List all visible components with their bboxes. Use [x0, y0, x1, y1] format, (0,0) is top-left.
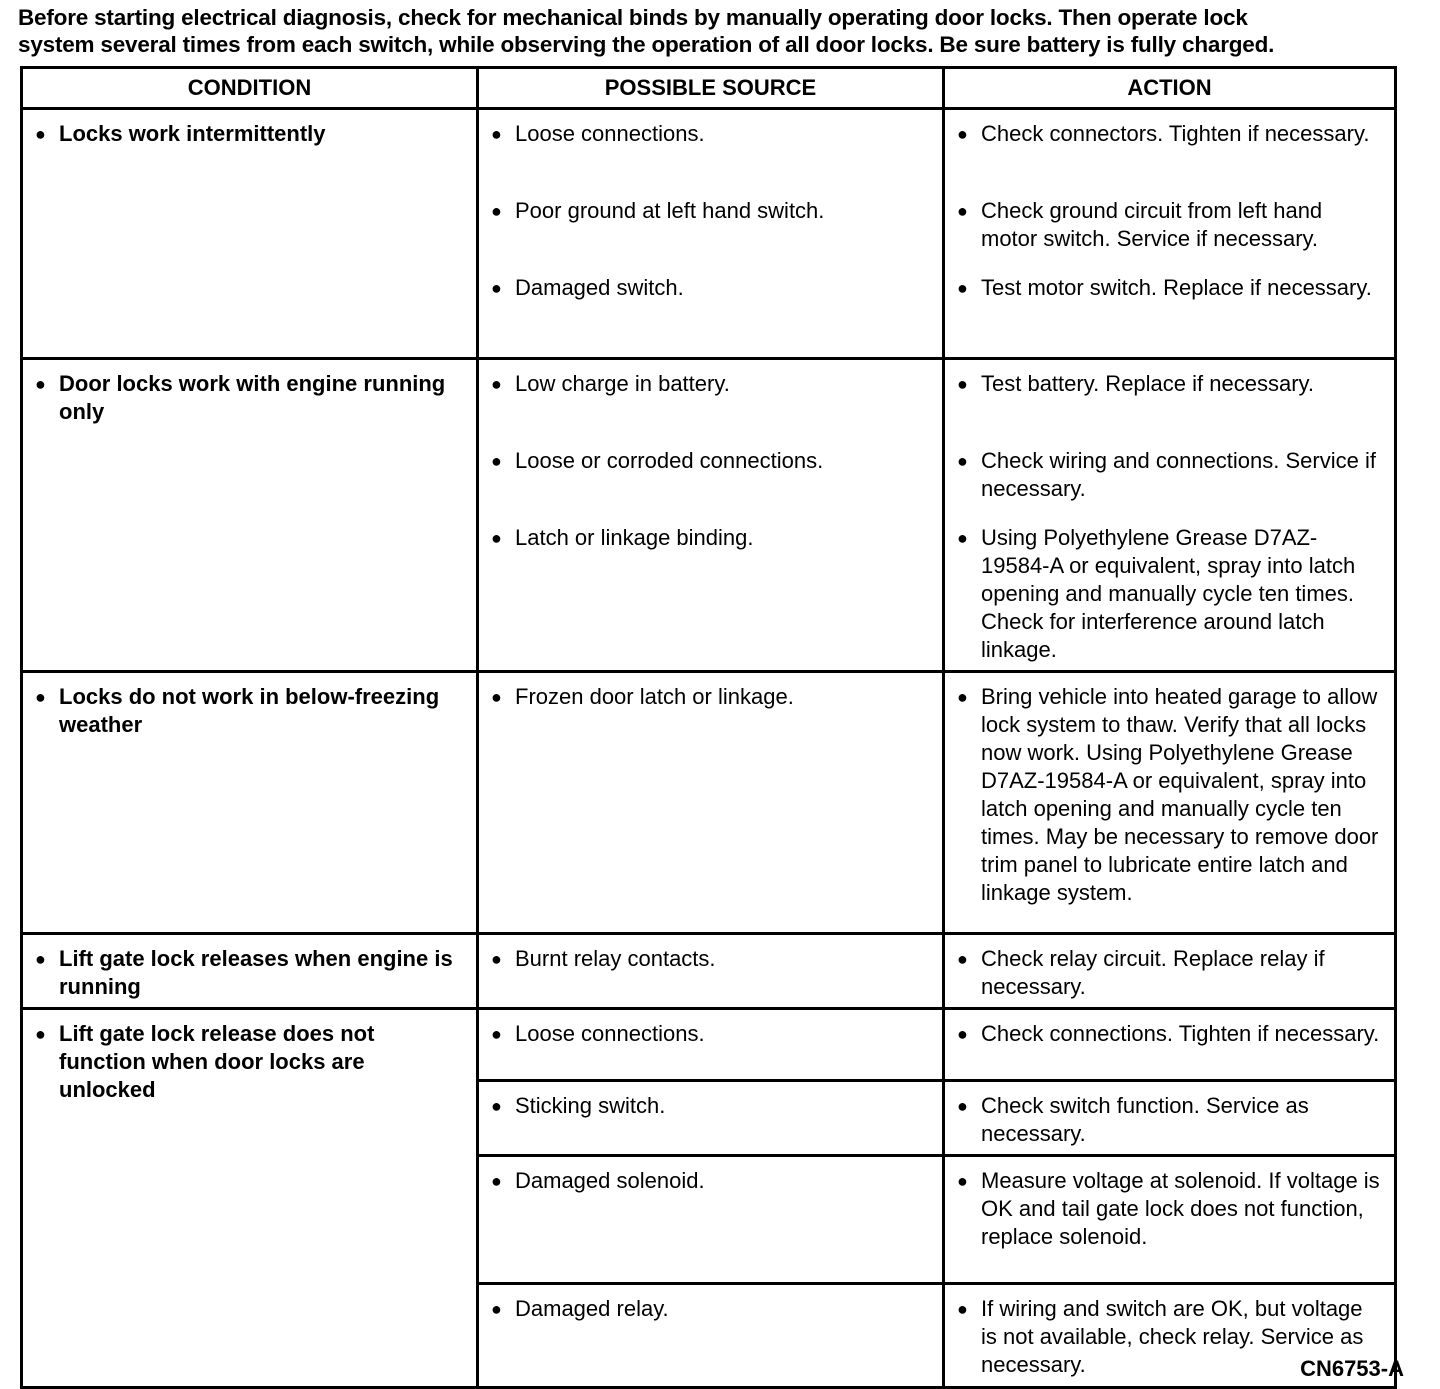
source-cell	[478, 1081, 944, 1156]
bullet-icon: ●	[491, 1171, 502, 1191]
bullet-icon: ●	[491, 1096, 502, 1116]
action-cell	[944, 1156, 1396, 1284]
table-row	[22, 672, 1396, 934]
intro-line-2: system several times from each switch, while observing the operation of all door locks. Be sure battery is fully charged.	[18, 32, 1275, 57]
source-cell	[478, 359, 944, 672]
action-cell	[944, 109, 1396, 359]
action-text: If wiring and switch are OK, but voltage is not available, check relay. Service as necessary.	[981, 1296, 1364, 1377]
action-text: Measure voltage at solenoid. If voltage is OK and tail gate lock does not function, replace solenoid.	[981, 1168, 1380, 1249]
table-row	[22, 1009, 1396, 1081]
bullet-icon: ●	[491, 1299, 502, 1319]
bullet-icon: ●	[957, 201, 968, 221]
action-cell	[944, 672, 1396, 934]
bullet-icon: ●	[957, 374, 968, 394]
bullet-icon: ●	[491, 949, 502, 969]
condition-text: Lift gate lock releases when engine is running	[59, 946, 453, 999]
header-possible-source: POSSIBLE SOURCE	[478, 68, 944, 109]
action-text: Check wiring and connections. Service if necessary.	[981, 448, 1376, 501]
action-text: Using Polyethylene Grease D7AZ-19584-A or equivalent, spray into latch opening and manually cycle ten times. Check for interference around latch linkage.	[981, 525, 1356, 662]
source-cell	[478, 934, 944, 1009]
table-header-row	[22, 68, 1396, 109]
action-text: Check switch function. Service as necessary.	[981, 1093, 1309, 1146]
bullet-icon: ●	[957, 451, 968, 471]
bullet-icon: ●	[957, 124, 968, 144]
bullet-icon: ●	[35, 124, 46, 144]
source-text: Loose or corroded connections.	[515, 448, 824, 473]
bullet-icon: ●	[491, 528, 502, 548]
table-row	[22, 109, 1396, 359]
bullet-icon: ●	[491, 124, 502, 144]
bullet-icon: ●	[491, 201, 502, 221]
source-text: Latch or linkage binding.	[515, 525, 754, 550]
action-text: Check ground circuit from left hand motor switch. Service if necessary.	[981, 198, 1323, 251]
bullet-icon: ●	[35, 374, 46, 394]
condition-cell	[22, 934, 478, 1009]
source-cell	[478, 672, 944, 934]
bullet-icon: ●	[957, 1024, 968, 1044]
action-text: Bring vehicle into heated garage to allow lock system to thaw. Verify that all locks now work. Using Polyethylene Grease D7AZ-19584-A or equivalent, spray into latch opening and manually cycle ten times. May be necessary to remove door trim panel to lubricate entire latch and linkage system.	[981, 684, 1379, 905]
source-cell	[478, 1009, 944, 1081]
source-cell	[478, 1284, 944, 1388]
header-action: ACTION	[944, 68, 1396, 109]
table-row	[22, 934, 1396, 1009]
bullet-icon: ●	[491, 687, 502, 707]
condition-text: Lift gate lock release does not function when door locks are unlocked	[59, 1021, 375, 1102]
condition-cell	[22, 359, 478, 672]
bullet-icon: ●	[491, 1024, 502, 1044]
action-text: Check connectors. Tighten if necessary.	[981, 121, 1370, 146]
bullet-icon: ●	[491, 278, 502, 298]
header-condition: CONDITION	[22, 68, 478, 109]
condition-cell	[22, 672, 478, 934]
source-cell	[478, 109, 944, 359]
diagnosis-table	[20, 66, 1397, 1389]
condition-cell	[22, 1009, 478, 1388]
condition-text: Locks do not work in below-freezing weather	[59, 684, 440, 737]
bullet-icon: ●	[957, 278, 968, 298]
source-text: Low charge in battery.	[515, 371, 730, 396]
figure-id: CN6753-A	[1300, 1356, 1404, 1381]
bullet-icon: ●	[957, 1171, 968, 1191]
condition-text: Door locks work with engine running only	[59, 371, 446, 424]
source-text: Poor ground at left hand switch.	[515, 198, 825, 223]
source-text: Damaged solenoid.	[515, 1168, 705, 1193]
bullet-icon: ●	[491, 451, 502, 471]
bullet-icon: ●	[957, 949, 968, 969]
action-text: Test motor switch. Replace if necessary.	[981, 275, 1372, 300]
table-row	[22, 359, 1396, 672]
action-text: Test battery. Replace if necessary.	[981, 371, 1314, 396]
source-text: Burnt relay contacts.	[515, 946, 716, 971]
intro-line-1: Before starting electrical diagnosis, check for mechanical binds by manually operating door locks. Then operate lock	[18, 5, 1248, 30]
source-text: Damaged relay.	[515, 1296, 669, 1321]
bullet-icon: ●	[35, 949, 46, 969]
source-text: Frozen door latch or linkage.	[515, 684, 794, 709]
source-text: Loose connections.	[515, 1021, 705, 1046]
bullet-icon: ●	[491, 374, 502, 394]
bullet-icon: ●	[35, 687, 46, 707]
action-cell	[944, 1009, 1396, 1081]
bullet-icon: ●	[35, 1024, 46, 1044]
action-cell	[944, 1081, 1396, 1156]
condition-text: Locks work intermittently	[59, 121, 326, 146]
source-cell	[478, 1156, 944, 1284]
bullet-icon: ●	[957, 687, 968, 707]
bullet-icon: ●	[957, 528, 968, 548]
action-cell	[944, 359, 1396, 672]
condition-cell	[22, 109, 478, 359]
bullet-icon: ●	[957, 1299, 968, 1319]
intro-paragraph	[18, 4, 1398, 58]
action-text: Check relay circuit. Replace relay if necessary.	[981, 946, 1325, 999]
action-text: Check connections. Tighten if necessary.	[981, 1021, 1380, 1046]
source-text: Sticking switch.	[515, 1093, 666, 1118]
bullet-icon: ●	[957, 1096, 968, 1116]
source-text: Loose connections.	[515, 121, 705, 146]
source-text: Damaged switch.	[515, 275, 684, 300]
action-cell	[944, 934, 1396, 1009]
